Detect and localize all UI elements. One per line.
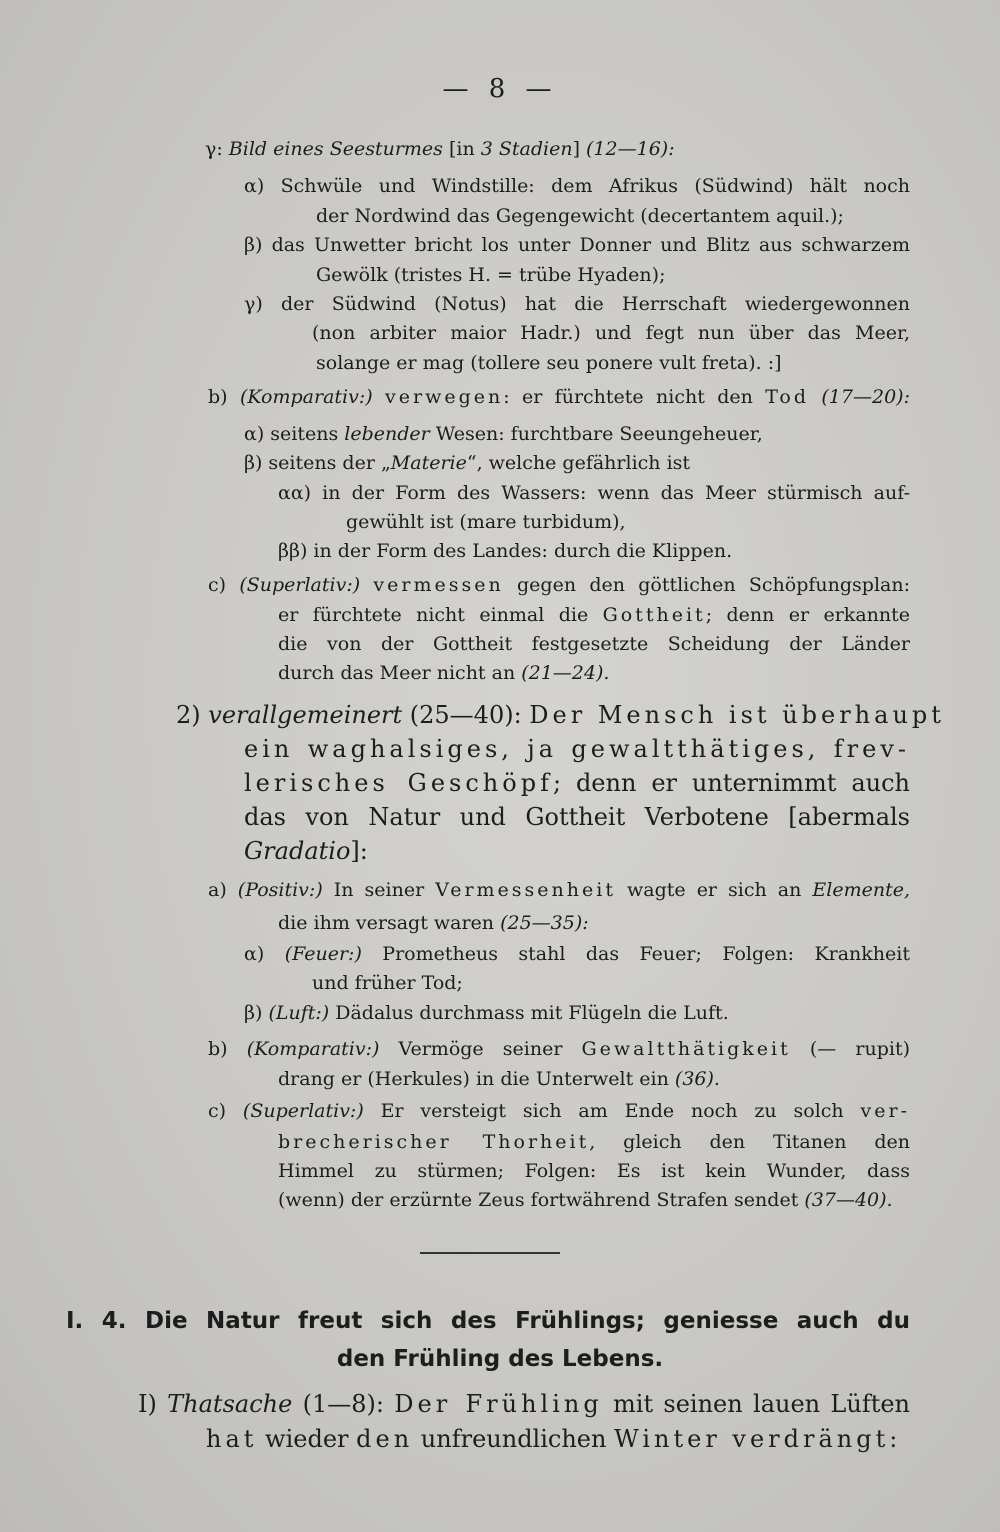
text-segment: (Luft:)	[268, 1002, 330, 1024]
text-line	[244, 768, 910, 798]
text-segment: (Feuer:)	[284, 943, 362, 965]
text-line	[244, 174, 910, 198]
text-segment: Gottheit	[602, 604, 706, 626]
text-segment: :	[889, 1425, 898, 1453]
text-line	[208, 1037, 910, 1061]
text-line	[278, 1067, 910, 1091]
text-segment: Der Mensch ist überhaupt	[529, 701, 945, 729]
section-divider	[420, 1252, 560, 1254]
text-line	[244, 942, 910, 966]
text-segment: ]:	[350, 837, 368, 865]
text-line	[244, 451, 910, 475]
text-segment: der Nordwind das Gegengewicht (decertantem aquil.);	[316, 205, 844, 227]
text-segment: Dädalus durchmass mit Flügeln die Luft.	[329, 1002, 729, 1024]
text-line	[316, 351, 910, 375]
text-line	[278, 661, 910, 685]
text-segment: α)	[244, 943, 285, 965]
text-segment: Winter verdrängt	[614, 1425, 890, 1453]
text-line	[278, 632, 910, 656]
text-segment: , gleich den Titanen den	[589, 1131, 911, 1153]
text-segment: Gradatio	[244, 837, 351, 865]
text-segment: 2)	[176, 701, 209, 729]
text-segment: die von der Gottheit festgesetzte Scheidung der Länder	[278, 633, 910, 655]
text-segment: α) seitens	[244, 423, 345, 445]
text-segment: brecherischer Thorheit	[278, 1131, 590, 1153]
text-line	[208, 573, 910, 597]
text-line	[278, 603, 910, 627]
text-segment: den	[356, 1425, 414, 1453]
text-segment	[809, 386, 821, 408]
text-segment: Vermessenheit	[435, 879, 616, 901]
text-segment: ver-	[860, 1100, 910, 1122]
text-segment: Elemente,	[812, 879, 911, 901]
text-line	[316, 204, 910, 228]
text-line	[244, 233, 910, 257]
text-line	[244, 292, 910, 316]
text-line	[244, 422, 910, 446]
text-segment: I)	[138, 1390, 168, 1418]
text-line	[312, 971, 910, 995]
text-line	[278, 1130, 910, 1154]
text-segment: Thatsache	[167, 1390, 293, 1418]
text-segment: Gewölk (tristes H. = trübe Hyaden);	[316, 264, 666, 286]
text-segment: β) das Unwetter bricht los unter Donner und Blitz aus schwarzem	[244, 234, 910, 256]
text-segment: (Komparativ:)	[246, 1038, 380, 1060]
text-segment: In seiner	[322, 879, 436, 901]
text-line	[208, 385, 910, 409]
text-segment: b)	[208, 1038, 247, 1060]
text-segment: γ:	[205, 138, 229, 160]
text-segment: ein waghalsiges, ja gewaltthätiges, frev-	[244, 735, 910, 763]
text-segment: ; denn er unternimmt auch	[552, 769, 910, 797]
text-segment: Der Frühling	[394, 1390, 603, 1418]
text-segment: (36).	[674, 1068, 720, 1090]
text-segment: ; denn er erkannte	[705, 604, 911, 626]
text-line	[206, 1424, 910, 1454]
text-segment: drang er (Herkules) in die Unterwelt ein	[278, 1068, 675, 1090]
text-segment: Bild eines Seesturmes	[228, 138, 449, 160]
text-segment: (wenn) der erzürnte Zeus fortwährend Strafen sendet	[278, 1189, 805, 1211]
text-line	[278, 1159, 910, 1183]
text-segment: (1—8):	[292, 1390, 395, 1418]
text-segment: (Positiv:)	[237, 879, 323, 901]
text-line	[138, 1389, 910, 1419]
text-segment: Gewaltthätigkeit	[581, 1038, 791, 1060]
text-segment: γ) der Südwind (Notus) hat die Herrschaft wiedergewonnen	[244, 293, 910, 315]
text-line	[278, 1188, 910, 1212]
text-segment: Er versteigt sich am Ende noch zu solch	[363, 1100, 861, 1122]
section-heading	[0, 1344, 1000, 1374]
text-segment: a)	[208, 879, 238, 901]
text-line	[244, 1001, 910, 1025]
text-segment: wagte er sich an	[615, 879, 813, 901]
text-segment: durch das Meer nicht an	[278, 662, 522, 684]
text-segment: den Frühling des Lebens.	[336, 1346, 664, 1372]
text-segment: die ihm versagt waren	[278, 912, 501, 934]
text-segment: verwegen	[385, 386, 504, 408]
text-segment: (— rupit)	[790, 1038, 910, 1060]
text-segment: (non arbiter maior Hadr.) und fegt nun über das Meer,	[312, 322, 910, 344]
text-segment: β)	[244, 1002, 269, 1024]
text-line	[244, 836, 644, 866]
text-segment: mit seinen lauen Lüften	[602, 1390, 911, 1418]
text-segment: 3 Stadien	[480, 138, 573, 160]
text-line	[316, 263, 910, 287]
text-segment: (Superlativ:)	[239, 574, 374, 596]
text-segment: und früher Tod;	[312, 972, 463, 994]
text-line	[208, 1099, 910, 1123]
text-segment: (25—35):	[500, 912, 589, 934]
text-line	[278, 481, 910, 505]
text-segment: c)	[208, 1100, 243, 1122]
text-segment: I. 4. Die Natur freut sich des Frühlings; geniesse auch du	[66, 1308, 910, 1334]
text-segment: Materie	[390, 452, 467, 474]
text-segment: (21—24).	[521, 662, 610, 684]
text-segment: β) seitens der „	[244, 452, 391, 474]
text-segment: Vermöge seiner	[379, 1038, 582, 1060]
text-line	[312, 321, 910, 345]
text-segment: (37—40).	[804, 1189, 893, 1211]
text-segment: c)	[208, 574, 240, 596]
text-segment: verallgemeinert	[208, 701, 403, 729]
text-segment: ββ) in der Form des Landes: durch die Klippen.	[278, 540, 733, 562]
text-line	[244, 802, 910, 832]
text-segment: (Superlativ:)	[242, 1100, 364, 1122]
text-segment: lerisches Geschöpf	[244, 769, 553, 797]
text-segment: ]	[572, 138, 587, 160]
text-segment: Wesen: furchtbare Seeungeheuer,	[429, 423, 763, 445]
text-segment: lebender	[344, 423, 430, 445]
text-segment: Prometheus stahl das Feuer; Folgen: Krankheit	[361, 943, 910, 965]
text-segment: (12—16):	[586, 138, 675, 160]
text-segment: hat	[206, 1425, 258, 1453]
page-number: — 8 —	[442, 74, 558, 104]
text-segment: αα) in der Form des Wassers: wenn das Meer stürmisch auf-	[278, 482, 910, 504]
text-segment: gewühlt ist (mare turbidum),	[346, 511, 626, 533]
text-segment: gegen den göttlichen Schöpfungsplan:	[503, 574, 911, 596]
text-segment: solange er mag (tollere seu ponere vult freta). :]	[316, 352, 782, 374]
text-segment: das von Natur und Gottheit Verbotene [abermals	[244, 803, 910, 831]
text-segment: (25—40):	[402, 701, 530, 729]
section-heading	[66, 1306, 910, 1336]
text-segment: α) Schwüle und Windstille: dem Afrikus (Südwind) hält noch	[244, 175, 910, 197]
text-line	[244, 734, 910, 764]
text-segment: Tod	[765, 386, 810, 408]
text-segment: Himmel zu stürmen; Folgen: Es ist kein Wunder, dass	[278, 1160, 910, 1182]
text-segment: wieder	[257, 1425, 357, 1453]
text-segment: : er fürchtete nicht den	[503, 386, 766, 408]
text-segment: er fürchtete nicht einmal die	[278, 604, 603, 626]
text-segment: vermessen	[373, 574, 504, 596]
text-line	[278, 539, 910, 563]
text-line	[205, 137, 765, 161]
text-line	[208, 878, 910, 902]
text-line	[278, 911, 910, 935]
text-segment: [in	[448, 138, 481, 160]
text-line	[176, 700, 945, 730]
text-segment: (17—20):	[821, 386, 910, 408]
text-segment: b)	[208, 386, 240, 408]
text-segment: (Komparativ:)	[239, 386, 386, 408]
text-segment: unfreundlichen	[413, 1425, 615, 1453]
text-line	[346, 510, 906, 534]
text-segment: “, welche gefährlich ist	[466, 452, 691, 474]
